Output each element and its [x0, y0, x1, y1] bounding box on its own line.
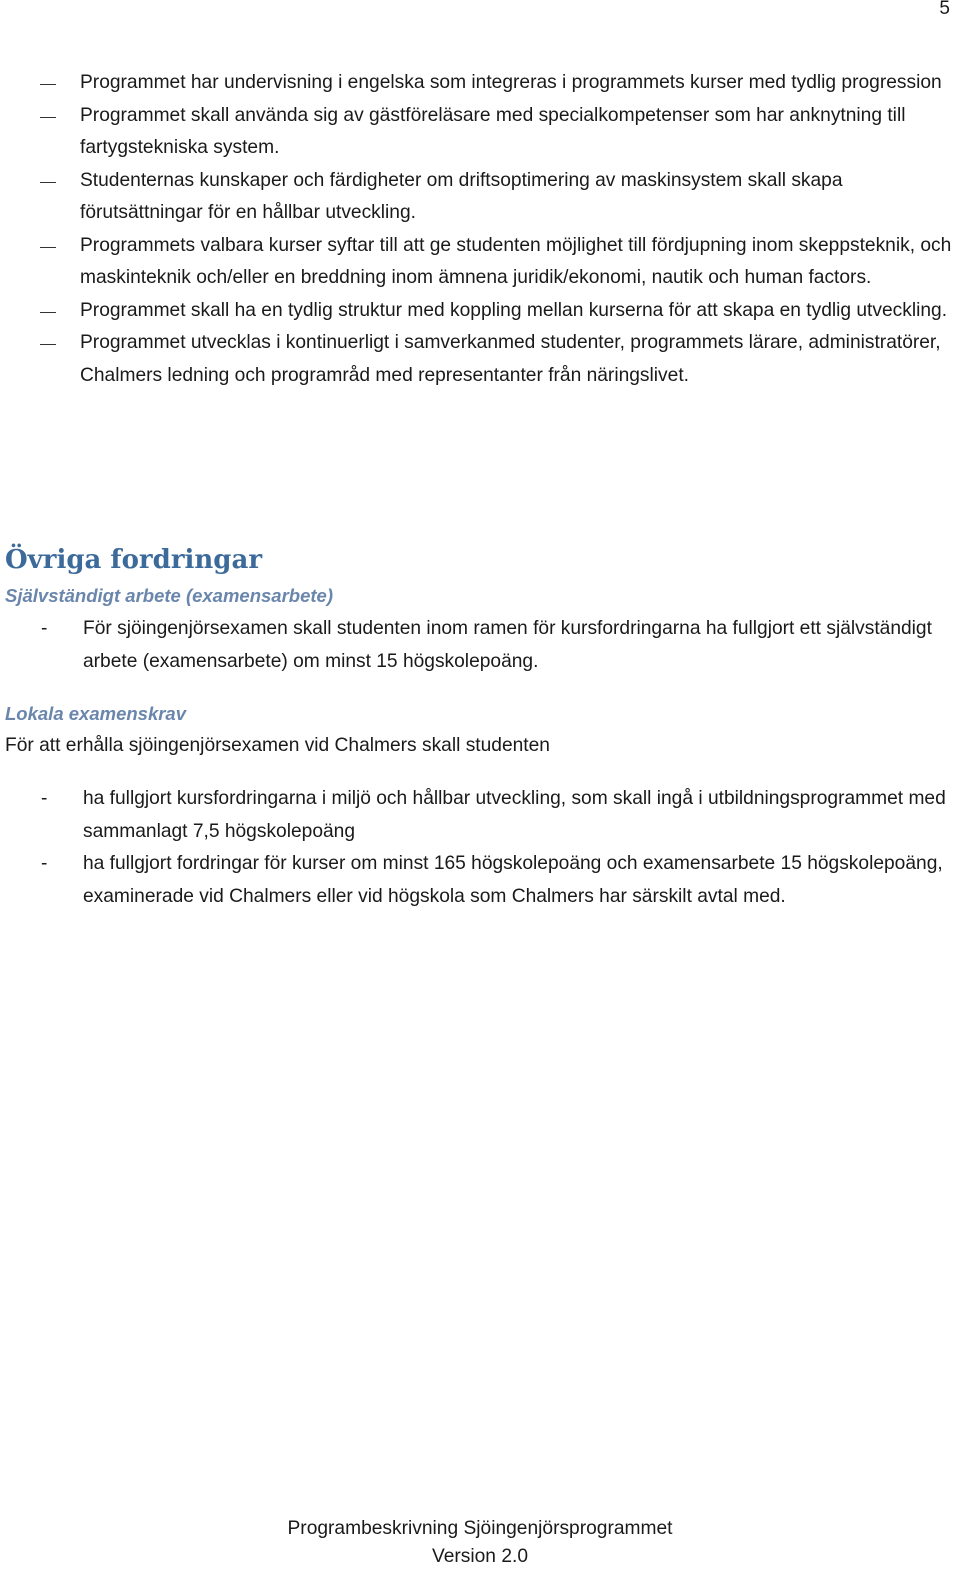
list-item-text: ha fullgjort fordringar för kurser om minst 165 högskolepoäng och examensarbete 15 högskolepoäng, examinerade vid Chalmers eller vid högskola som Chalmers har särskilt avtal med.	[83, 853, 943, 907]
local-requirements-heading: Lokala examenskrav	[5, 703, 187, 724]
list-item-text: För sjöingenjörsexamen skall studenten inom ramen för kursfordringarna ha fullgjort ett självständigt arbete (examensarbete) om minst 15 högskolepoäng.	[83, 618, 932, 672]
list-item-text: ha fullgjort kursfordringarna i miljö och hållbar utveckling, som skall ingå i utbildningsprogrammet med sammanlagt 7,5 högskolepoäng	[83, 788, 946, 842]
independent-work-heading: Självständigt arbete (examensarbete)	[5, 585, 333, 606]
list-item-text: Programmet skall använda sig av gästföreläsare med specialkompetenser som har anknytning till fartygstekniska system.	[80, 104, 906, 158]
list-item	[0, 230, 960, 295]
hyphen-marker: -	[41, 853, 48, 874]
list-item	[0, 100, 960, 165]
list-item	[0, 783, 960, 848]
hyphen-marker: -	[41, 788, 48, 809]
footer-version: Version 2.0	[431, 1546, 528, 1567]
local-requirements-intro: För att erhålla sjöingenjörsexamen vid Chalmers skall studenten	[5, 735, 550, 756]
dash-bullet-icon	[40, 84, 56, 85]
list-item	[0, 67, 960, 100]
dash-bullet-icon	[40, 312, 56, 313]
dash-bullet-icon	[40, 117, 56, 118]
list-item-text: Programmet skall ha en tydlig struktur med koppling mellan kurserna för att skapa en tydlig utveckling.	[80, 299, 948, 321]
list-item	[0, 165, 960, 230]
page-number: 5	[939, 0, 950, 19]
list-item	[0, 295, 960, 328]
list-item-text: Programmet utvecklas i kontinuerligt i samverkanmed studenter, programmets lärare, administratörer, Chalmers ledning och programråd med representanter från näringslivet.	[80, 332, 941, 386]
dash-bullet-icon	[40, 247, 56, 248]
dash-bullet-icon	[40, 344, 56, 345]
list-item-text: Programmet har undervisning i engelska som integreras i programmets kurser med tydlig progression	[80, 72, 942, 93]
list-item-text: Programmets valbara kurser syftar till att ge studenten möjlighet till fördjupning inom skeppsteknik, och maskinteknik och/eller en breddning inom ämnena juridik/ekonomi, nautik och human factors.	[80, 234, 952, 288]
local-requirements-list	[0, 783, 960, 913]
footer-title: Programbeskrivning Sjöingenjörsprogrammet	[287, 1518, 673, 1539]
list-item-text: Studenternas kunskaper och färdigheter om driftsoptimering av maskinsystem skall skapa förutsättningar för en hållbar utveckling.	[80, 169, 843, 223]
list-item	[0, 848, 960, 913]
dash-bullet-icon	[40, 182, 56, 183]
hyphen-marker: -	[41, 618, 48, 639]
independent-work-list	[0, 613, 960, 678]
page-footer	[0, 1515, 960, 1571]
list-item	[0, 327, 960, 392]
intro-bullet-list	[0, 67, 960, 392]
list-item	[0, 613, 960, 678]
section-title: Övriga fordringar	[5, 545, 263, 575]
